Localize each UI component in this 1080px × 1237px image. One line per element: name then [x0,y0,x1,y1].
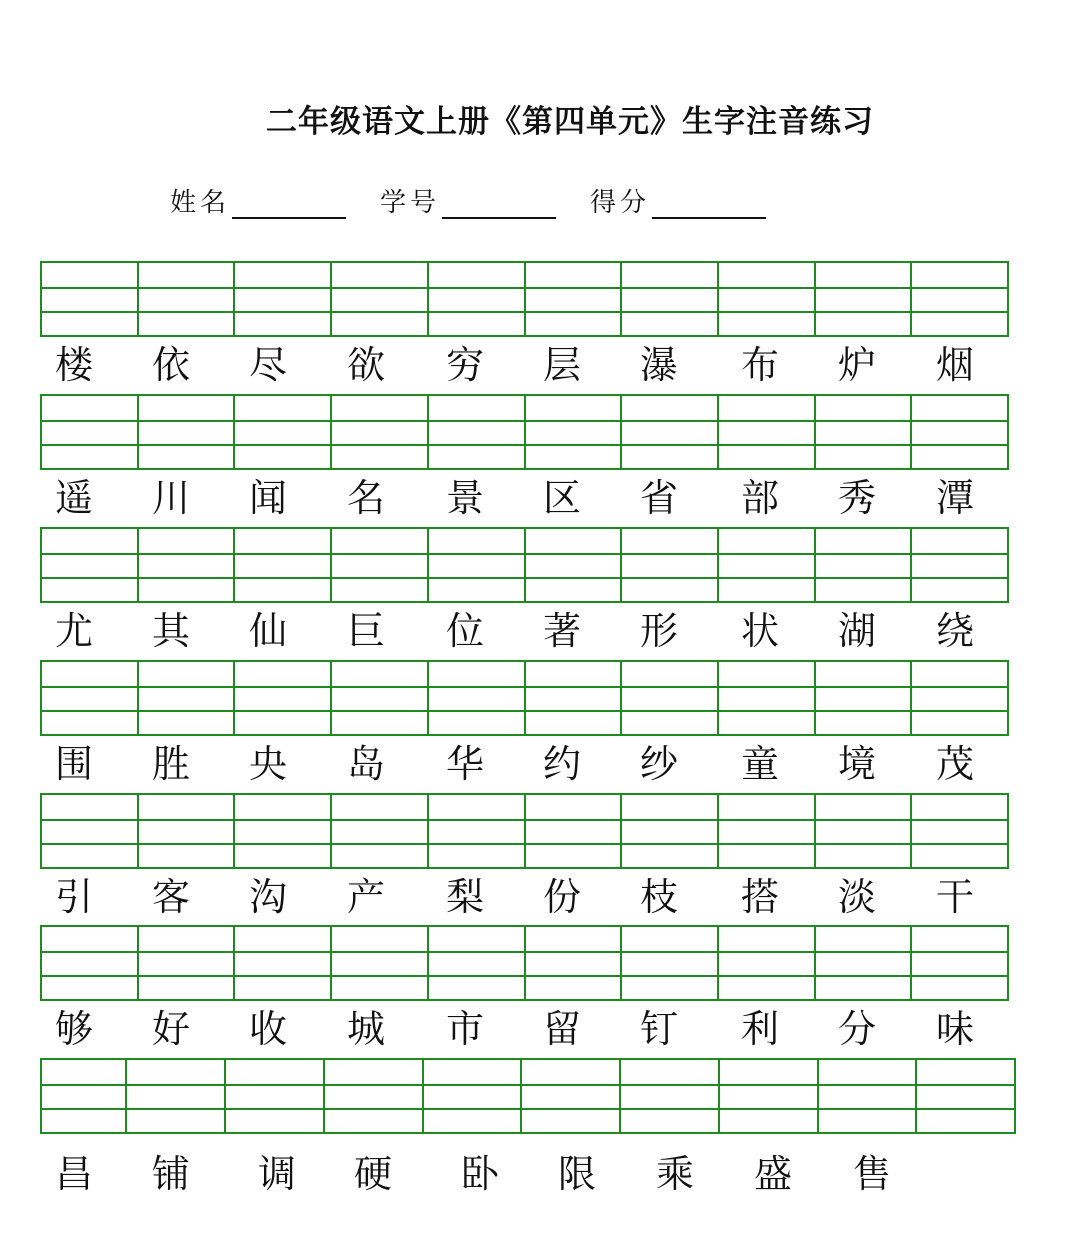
character: 位 [445,609,484,653]
character: 川 [151,476,190,520]
character: 搭 [740,875,779,919]
pinyin-cell[interactable] [139,662,236,734]
character: 纱 [639,742,678,786]
character: 区 [542,476,581,520]
pinyin-cell[interactable] [42,795,139,867]
pinyin-cell[interactable] [42,263,139,335]
character-row [0,738,1080,790]
pinyin-cell[interactable] [912,795,1007,867]
pinyin-cell[interactable] [139,795,236,867]
pinyin-cell[interactable] [912,529,1007,601]
pinyin-cell[interactable] [522,1060,621,1132]
pinyin-cell[interactable] [429,795,526,867]
pinyin-cell[interactable] [226,1060,325,1132]
pinyin-cell[interactable] [816,396,913,468]
character: 部 [740,476,779,520]
pinyin-cell[interactable] [816,927,913,999]
character: 调 [257,1152,296,1196]
character: 胜 [151,742,190,786]
pinyin-cell[interactable] [235,662,332,734]
pinyin-cell[interactable] [720,1060,819,1132]
pinyin-cell[interactable] [719,662,816,734]
pinyin-cell[interactable] [526,396,623,468]
pinyin-cell[interactable] [816,529,913,601]
pinyin-cell[interactable] [719,263,816,335]
student-number-field [380,182,556,219]
pinyin-cell[interactable] [332,396,429,468]
pinyin-cell[interactable] [429,396,526,468]
pinyin-cell[interactable] [42,927,139,999]
character: 围 [54,742,93,786]
character: 市 [445,1007,484,1051]
pinyin-cell[interactable] [719,396,816,468]
character: 境 [837,742,876,786]
character: 瀑 [639,343,678,387]
character: 分 [837,1007,876,1051]
pinyin-cell[interactable] [42,662,139,734]
pinyin-cell[interactable] [429,529,526,601]
character: 省 [639,476,678,520]
character: 好 [151,1007,190,1051]
character: 盛 [753,1152,792,1196]
pinyin-cell[interactable] [719,795,816,867]
character: 尽 [248,343,287,387]
character: 湖 [837,609,876,653]
pinyin-cell[interactable] [429,263,526,335]
character: 其 [151,609,190,653]
pinyin-cell[interactable] [332,927,429,999]
pinyin-grid-row [40,1058,1016,1134]
character-row [0,605,1080,657]
name-label: 姓名 [170,188,231,218]
pinyin-grid-row [40,925,1009,1001]
pinyin-cell[interactable] [622,396,719,468]
score-label: 得分 [590,188,651,218]
character: 铺 [151,1152,190,1196]
character: 依 [151,343,190,387]
pinyin-cell[interactable] [42,529,139,601]
character: 名 [346,476,385,520]
character: 产 [346,875,385,919]
pinyin-cell[interactable] [235,529,332,601]
pinyin-cell[interactable] [235,927,332,999]
character: 干 [935,875,974,919]
pinyin-cell[interactable] [526,795,623,867]
pinyin-cell[interactable] [622,662,719,734]
pinyin-grid-row [40,793,1009,869]
pinyin-cell[interactable] [912,927,1007,999]
score-field [590,182,766,219]
worksheet-title: 二年级语文上册《第四单元》生字注音练习 [266,104,874,140]
character-row [0,472,1080,524]
character: 茂 [935,742,974,786]
pinyin-cell[interactable] [429,662,526,734]
pinyin-cell[interactable] [621,1060,720,1132]
character: 尤 [54,609,93,653]
character-row [0,339,1080,391]
character: 烟 [935,343,974,387]
character: 潭 [935,476,974,520]
character: 层 [542,343,581,387]
character: 客 [151,875,190,919]
pinyin-cell[interactable] [917,1060,1014,1132]
character: 售 [852,1152,891,1196]
pinyin-cell[interactable] [526,529,623,601]
student-number-blank[interactable] [442,189,556,219]
pinyin-cell[interactable] [526,263,623,335]
character: 枝 [639,875,678,919]
pinyin-cell[interactable] [819,1060,918,1132]
character: 童 [740,742,779,786]
pinyin-cell[interactable] [526,927,623,999]
pinyin-grid-row [40,394,1009,470]
character: 欲 [346,343,385,387]
pinyin-cell[interactable] [127,1060,226,1132]
pinyin-cell[interactable] [332,662,429,734]
character: 钉 [639,1007,678,1051]
pinyin-cell[interactable] [332,529,429,601]
pinyin-cell[interactable] [139,263,236,335]
character: 楼 [54,343,93,387]
pinyin-cell[interactable] [622,529,719,601]
student-info-row [170,182,800,219]
character: 著 [542,609,581,653]
character: 利 [740,1007,779,1051]
character: 收 [248,1007,287,1051]
character: 炉 [837,343,876,387]
character: 布 [740,343,779,387]
character: 硬 [353,1152,392,1196]
character: 岛 [346,742,385,786]
character: 华 [445,742,484,786]
score-blank[interactable] [652,189,766,219]
character: 乘 [655,1152,694,1196]
character-row [0,1148,1080,1200]
pinyin-cell[interactable] [424,1060,523,1132]
pinyin-cell[interactable] [622,927,719,999]
character: 仙 [248,609,287,653]
pinyin-cell[interactable] [719,927,816,999]
character: 绕 [935,609,974,653]
pinyin-cell[interactable] [42,1060,127,1132]
character: 遥 [54,476,93,520]
pinyin-cell[interactable] [235,396,332,468]
character: 限 [557,1152,596,1196]
name-field [170,182,346,219]
character: 形 [639,609,678,653]
character: 味 [935,1007,974,1051]
pinyin-cell[interactable] [526,662,623,734]
character: 份 [542,875,581,919]
pinyin-cell[interactable] [325,1060,424,1132]
pinyin-cell[interactable] [719,529,816,601]
pinyin-cell[interactable] [139,396,236,468]
pinyin-cell[interactable] [912,662,1007,734]
pinyin-cell[interactable] [332,263,429,335]
pinyin-cell[interactable] [429,927,526,999]
character: 城 [346,1007,385,1051]
character: 穷 [445,343,484,387]
pinyin-cell[interactable] [912,396,1007,468]
pinyin-cell[interactable] [622,263,719,335]
character: 闻 [248,476,287,520]
character: 昌 [54,1152,93,1196]
character: 留 [542,1007,581,1051]
pinyin-cell[interactable] [235,795,332,867]
student-number-label: 学号 [380,188,441,218]
character: 巨 [346,609,385,653]
pinyin-cell[interactable] [816,795,913,867]
character: 引 [54,875,93,919]
pinyin-cell[interactable] [816,263,913,335]
pinyin-cell[interactable] [139,529,236,601]
character-row [0,1003,1080,1055]
character: 沟 [248,875,287,919]
character: 够 [54,1007,93,1051]
pinyin-cell[interactable] [235,263,332,335]
pinyin-grid-row [40,527,1009,603]
pinyin-cell[interactable] [139,927,236,999]
character: 卧 [460,1152,499,1196]
pinyin-cell[interactable] [816,662,913,734]
character-row [0,871,1080,923]
pinyin-cell[interactable] [912,263,1007,335]
character: 秀 [837,476,876,520]
character: 景 [445,476,484,520]
character: 梨 [445,875,484,919]
pinyin-cell[interactable] [622,795,719,867]
character: 淡 [837,875,876,919]
name-blank[interactable] [232,189,346,219]
character: 央 [248,742,287,786]
character: 约 [542,742,581,786]
pinyin-cell[interactable] [42,396,139,468]
pinyin-grid-row [40,261,1009,337]
pinyin-cell[interactable] [332,795,429,867]
character: 状 [740,609,779,653]
pinyin-grid-row [40,660,1009,736]
